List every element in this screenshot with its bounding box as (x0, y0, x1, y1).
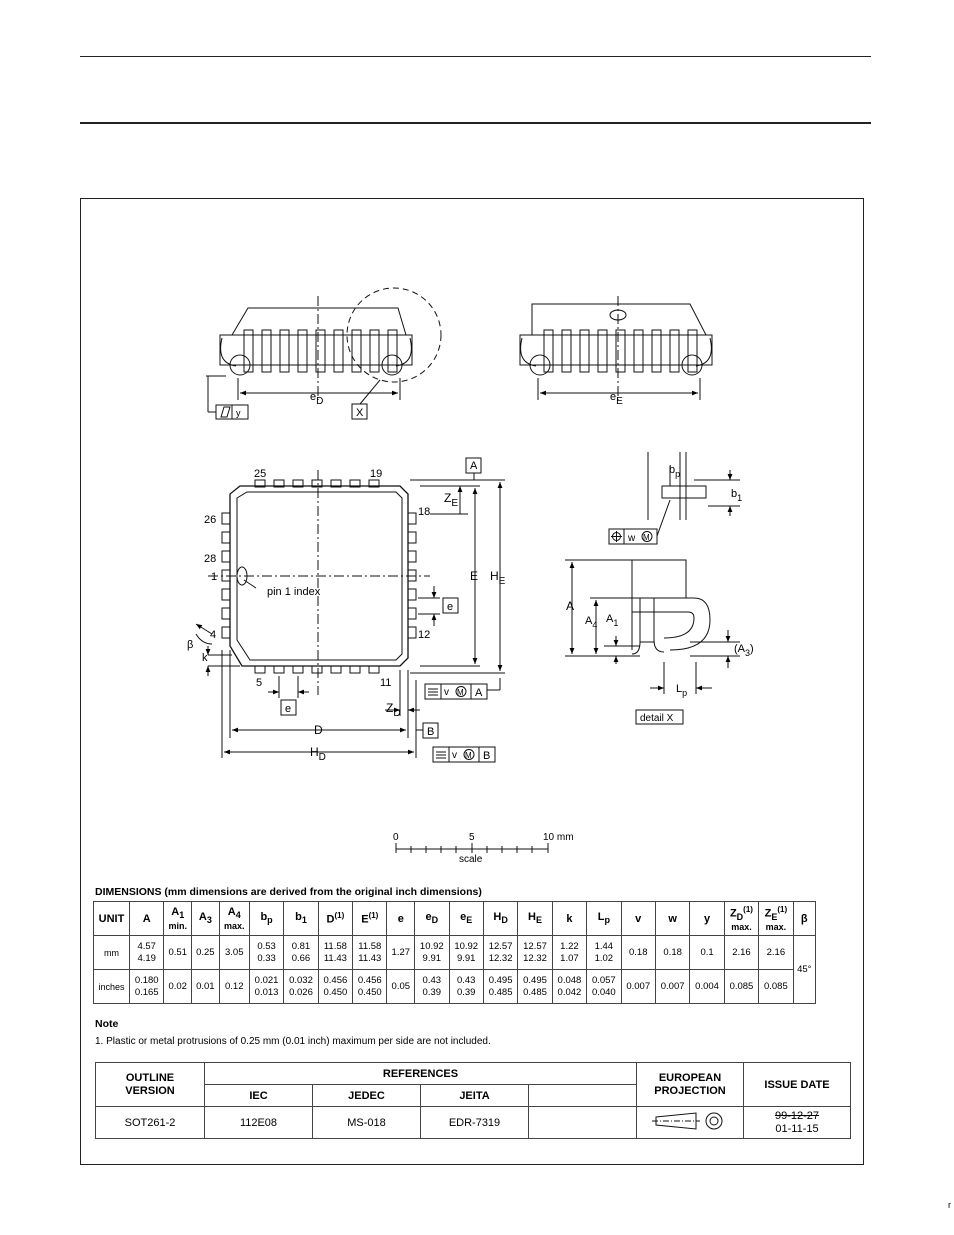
scale-0: 0 (393, 832, 399, 843)
outline-version-value: SOT261-2 (96, 1107, 205, 1139)
pin-26: 26 (204, 514, 217, 526)
dim-cell: 0.43 0.39 (449, 970, 483, 1004)
dim-cell: 0.180 0.165 (130, 970, 164, 1004)
dim-cell: 0.05 (387, 970, 415, 1004)
dim-header-8: $E^{(1)}$ (353, 902, 387, 936)
dim-header-20: $Z_E^{(1)}$ max. (759, 902, 793, 936)
datum-b: B (427, 726, 435, 738)
label-bp: $b_p$ (669, 464, 681, 479)
dimensions-header-row (94, 902, 816, 936)
dim-header-21: β (793, 902, 815, 936)
tol-vmb-m: M (465, 751, 472, 760)
issue-date-old: 99-12-27 (774, 1109, 820, 1122)
dim-header-1: A (130, 902, 164, 936)
dim-cell: 0.18 (655, 936, 689, 970)
dim-cell: 0.456 0.450 (353, 970, 387, 1004)
pin-28: 28 (204, 553, 217, 565)
dim-unit: inches (94, 970, 130, 1004)
label-y: y (236, 408, 241, 418)
dim-cell: 10.92 9.91 (415, 936, 449, 970)
dim-row-mm (94, 936, 816, 970)
label-A1: $A_1$ (606, 613, 619, 628)
label-Lp: $L_p$ (676, 683, 688, 698)
label-ZD: $Z_D$ (386, 701, 401, 719)
label-beta: β (187, 639, 194, 651)
dim-unit: mm (94, 936, 130, 970)
dim-cell: 0.048 0.042 (552, 970, 586, 1004)
dim-header-4: $A_4$ max. (219, 902, 249, 936)
tol-vma-v: v (444, 687, 449, 698)
dim-cell: 2.16 (724, 936, 758, 970)
dim-header-3: $A_3$ (192, 902, 220, 936)
dim-cell: 0.456 0.450 (318, 970, 352, 1004)
label-A4: $A_4$ (585, 615, 598, 630)
dimensions-title: DIMENSIONS (mm dimensions are derived from the original inch dimensions) (95, 886, 482, 898)
dim-header-18: y (690, 902, 724, 936)
dim-cell: 1.44 1.02 (587, 936, 621, 970)
dim-cell: 0.495 0.485 (518, 970, 552, 1004)
dim-header-12: $H_D$ (483, 902, 517, 936)
label-e-right: e (447, 601, 454, 613)
dim-header-10: $e_D$ (415, 902, 449, 936)
dim-header-7: $D^{(1)}$ (318, 902, 352, 936)
label-HD: $H_D$ (310, 745, 326, 763)
dim-cell: 0.25 (192, 936, 220, 970)
dim-cell: 0.51 (164, 936, 192, 970)
dim-cell: 4.57 4.19 (130, 936, 164, 970)
detail-x-caption: detail X (640, 713, 674, 724)
dim-cell: 0.02 (164, 970, 192, 1004)
dim-header-14: k (552, 902, 586, 936)
tol-vmb-ref: B (483, 750, 491, 762)
pin-1: 1 (211, 571, 218, 583)
dim-cell: 0.021 0.013 (249, 970, 283, 1004)
dim-header-0: UNIT (94, 902, 130, 936)
issue-date-header: ISSUE DATE (744, 1063, 851, 1107)
pin-5: 5 (256, 677, 263, 689)
dim-beta-value: 45° (793, 936, 815, 1004)
dim-header-9: e (387, 902, 415, 936)
side-view-right (520, 296, 712, 400)
dim-header-6: $b_1$ (284, 902, 318, 936)
pin-19: 19 (370, 468, 383, 480)
label-e-bottom: e (285, 703, 292, 715)
iec-header: IEC (205, 1085, 313, 1107)
tol-vma-ref: A (475, 687, 483, 699)
pin-25: 25 (254, 468, 267, 480)
dim-header-17: w (655, 902, 689, 936)
dim-header-11: $e_E$ (449, 902, 483, 936)
dim-cell: 0.085 (724, 970, 758, 1004)
note-title: Note (95, 1018, 119, 1030)
label-b1: $b_1$ (731, 488, 743, 503)
dim-cell: 1.22 1.07 (552, 936, 586, 970)
dim-header-13: $H_E$ (518, 902, 552, 936)
dim-cell: 2.16 (759, 936, 793, 970)
top-view (196, 458, 505, 762)
dim-header-16: v (621, 902, 655, 936)
dim-cell: 12.57 12.32 (483, 936, 517, 970)
dim-cell: 0.007 (621, 970, 655, 1004)
issue-date-value (744, 1107, 851, 1139)
scale-10: 10 mm (543, 832, 574, 843)
scale-bar (396, 843, 548, 853)
dim-cell: 0.007 (655, 970, 689, 1004)
dimensions-table (93, 901, 816, 1004)
dim-cell: 0.085 (759, 970, 793, 1004)
dim-row-inches (94, 970, 816, 1004)
projection-header: EUROPEAN PROJECTION (637, 1063, 744, 1107)
tol-vma-m: M (457, 688, 464, 697)
issue-date-new: 01-11-15 (775, 1122, 819, 1135)
dim-cell: 3.05 (219, 936, 249, 970)
label-ZE: $Z_E$ (444, 491, 459, 509)
pin-18: 18 (418, 506, 431, 518)
detail-x (565, 560, 740, 724)
corner-mark: r (948, 1200, 951, 1210)
label-HE: $H_E$ (490, 569, 506, 587)
dim-cell: 0.18 (621, 936, 655, 970)
pin1-index-label: pin 1 index (267, 586, 321, 598)
pin-12: 12 (418, 629, 431, 641)
dim-cell: 0.81 0.66 (284, 936, 318, 970)
dim-header-19: $Z_D^{(1)}$ max. (724, 902, 758, 936)
jeita-value: EDR-7319 (421, 1107, 529, 1139)
label-E: E (470, 569, 479, 583)
pin-4: 4 (210, 629, 217, 641)
tol-w-m: M (643, 533, 650, 542)
scale-5: 5 (469, 832, 475, 843)
label-eD: eD (310, 391, 324, 407)
label-A3: $(A_3)$ (734, 643, 754, 658)
jedec-header: JEDEC (313, 1085, 421, 1107)
tol-vmb-v: v (452, 750, 457, 761)
dim-cell: 0.032 0.026 (284, 970, 318, 1004)
label-x: X (356, 407, 364, 419)
dim-cell: 12.57 12.32 (518, 936, 552, 970)
iec-value: 112E08 (205, 1107, 313, 1139)
label-A: A (566, 599, 575, 613)
projection-symbol (637, 1107, 744, 1139)
pin-11: 11 (380, 677, 392, 689)
note-text: 1. Plastic or metal protrusions of 0.25 mm (0.01 inch) maximum per side are not included. (95, 1036, 491, 1047)
dim-header-2: $A_1$ min. (164, 902, 192, 936)
dim-cell: 0.004 (690, 970, 724, 1004)
scale-label: scale (459, 854, 483, 865)
blank-header (529, 1085, 637, 1107)
dim-cell: 0.53 0.33 (249, 936, 283, 970)
label-D: D (314, 723, 323, 737)
dim-cell: 11.58 11.43 (318, 936, 352, 970)
dim-header-5: $b_p$ (249, 902, 283, 936)
side-view-left (206, 288, 441, 419)
dim-cell: 0.495 0.485 (483, 970, 517, 1004)
blank-value (529, 1107, 637, 1139)
dim-cell: 1.27 (387, 936, 415, 970)
outline-version-header: OUTLINE VERSION (96, 1063, 205, 1107)
dim-cell: 0.057 0.040 (587, 970, 621, 1004)
dim-cell: 0.12 (219, 970, 249, 1004)
jeita-header: JEITA (421, 1085, 529, 1107)
dim-header-15: $L_p$ (587, 902, 621, 936)
dim-cell: 0.43 0.39 (415, 970, 449, 1004)
references-header: REFERENCES (205, 1063, 637, 1085)
label-eE: eE (610, 391, 623, 407)
datum-a: A (470, 460, 478, 472)
references-table (95, 1062, 851, 1139)
projection-icon (650, 1109, 730, 1133)
label-k: k (202, 652, 208, 664)
dim-cell: 11.58 11.43 (353, 936, 387, 970)
jedec-value: MS-018 (313, 1107, 421, 1139)
dim-cell: 0.1 (690, 936, 724, 970)
tol-w: w (628, 533, 636, 544)
dim-cell: 0.01 (192, 970, 220, 1004)
dim-cell: 10.92 9.91 (449, 936, 483, 970)
